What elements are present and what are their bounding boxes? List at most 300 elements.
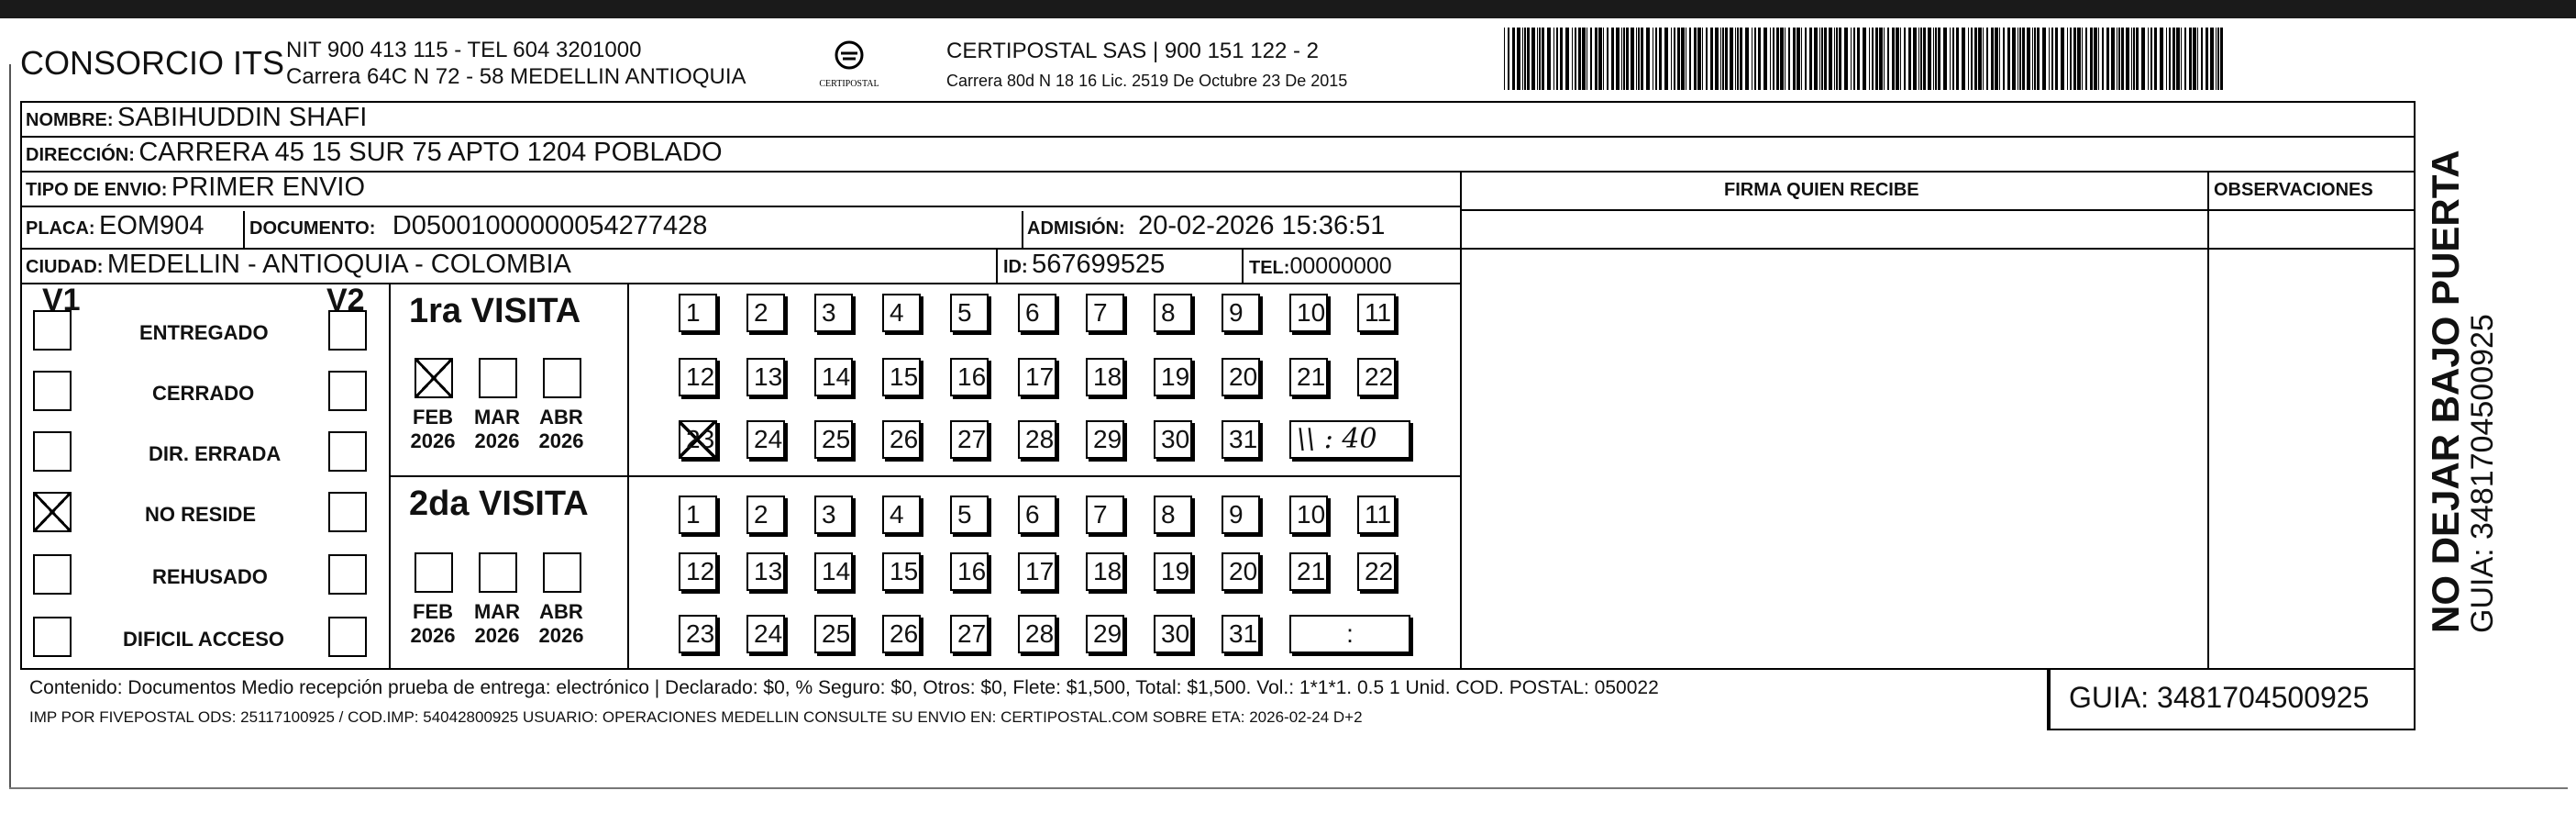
barcode-bar <box>1821 28 1823 90</box>
barcode-bar <box>2189 28 2192 90</box>
barcode-bar <box>1572 28 1573 90</box>
second-visit-day-box[interactable]: 19 <box>1154 552 1192 591</box>
first-visit-day-box[interactable]: 16 <box>950 358 989 396</box>
company-name: CONSORCIO ITS <box>20 44 285 82</box>
certipostal-line-1: CERTIPOSTAL SAS | 900 151 122 - 2 <box>946 39 1319 63</box>
barcode-bar <box>1578 28 1581 90</box>
barcode-bar <box>1788 28 1790 90</box>
ciudad-label: CIUDAD: <box>26 257 104 277</box>
barcode-bar <box>2077 28 2081 90</box>
barcode-bar <box>1793 28 1796 90</box>
tipo-envio-row <box>26 173 365 203</box>
certipostal-line-2: Carrera 80d N 18 16 Lic. 2519 De Octubre 23 De 2015 <box>946 72 1348 90</box>
status-label: REHUSADO <box>152 565 268 588</box>
first-visit-day-box[interactable]: 10 <box>1289 294 1328 332</box>
bottom-edge-line <box>9 787 2568 789</box>
documento-cell <box>249 211 707 241</box>
first-visit-day-box[interactable]: 17 <box>1018 358 1056 396</box>
first-visit-day-box[interactable]: 9 <box>1222 294 1260 332</box>
tel-cell <box>1249 253 1392 280</box>
first-visit-day-box[interactable]: 7 <box>1086 294 1124 332</box>
barcode-bar <box>1715 28 1719 90</box>
barcode-bar <box>1836 28 1838 90</box>
first-visit-day-box[interactable]: 8 <box>1154 294 1192 332</box>
v2-label: V2 <box>326 283 365 317</box>
first-visit-day-box[interactable]: 5 <box>950 294 989 332</box>
barcode-bar <box>2067 28 2068 90</box>
barcode-bar <box>1974 28 1977 90</box>
barcode-bar <box>1943 28 1947 90</box>
barcode-bar <box>2131 28 2132 90</box>
second-visit-day-box[interactable]: 27 <box>950 615 989 653</box>
barcode-bar <box>1995 28 1998 90</box>
barcode-bar <box>2160 28 2163 90</box>
barcode-bar <box>2102 28 2104 90</box>
second-visit-day-box[interactable]: 24 <box>746 615 785 653</box>
left-edge-line <box>9 64 11 789</box>
barcode-bar <box>1575 28 1576 90</box>
barcode-bar <box>1598 28 1602 90</box>
barcode-bar <box>1517 28 1520 90</box>
first-visit-day-box[interactable]: 1 <box>679 294 717 332</box>
barcode-bar <box>1797 28 1800 90</box>
first-visit-day-box[interactable]: 30 <box>1154 420 1192 459</box>
v2-checkbox[interactable] <box>328 554 367 595</box>
barcode-bar <box>1607 28 1609 90</box>
first-visit-day-box[interactable]: 19 <box>1154 358 1192 396</box>
barcode-bar <box>1737 28 1739 90</box>
v2-checkbox[interactable] <box>328 617 367 657</box>
second-visit-time-box[interactable]: : <box>1289 615 1410 653</box>
barcode-bar <box>1725 28 1728 90</box>
barcode-bar <box>2193 28 2196 90</box>
barcode-bar <box>2133 28 2135 90</box>
first-visit-day-box[interactable]: 27 <box>950 420 989 459</box>
month-checkbox-mar[interactable] <box>479 358 517 398</box>
documento-value: D05001000000054277428 <box>392 211 708 240</box>
barcode-bar <box>2148 28 2149 90</box>
second-visit-day-box[interactable]: 5 <box>950 496 989 534</box>
barcode-bar <box>2217 28 2219 90</box>
footer-contenido: Contenido: Documentos Medio recepción prueba de entrega: electrónico | Declarado: $0, % Seguro: $0, Otros: $0, Flete: $1,500, Total: $1,500. Vol.: 1*1*1. 0.5 1 Unid. COD. POSTAL: 050022 <box>29 677 1659 698</box>
barcode-bar <box>1702 28 1703 90</box>
month-checkbox-feb[interactable] <box>415 552 453 593</box>
barcode-bar <box>1556 28 1558 90</box>
barcode-bar <box>1863 28 1866 90</box>
status-label: ENTREGADO <box>139 321 269 344</box>
barcode-bar <box>1623 28 1625 90</box>
month-checkbox-abr[interactable] <box>543 358 581 398</box>
ciudad-cell <box>26 250 571 280</box>
barcode-bar <box>1681 28 1685 90</box>
barcode-bar <box>1824 28 1827 90</box>
barcode-bar <box>2150 28 2152 90</box>
barcode-bar <box>1638 28 1640 90</box>
barcode-bar <box>1834 28 1835 90</box>
second-visit-day-box[interactable]: 26 <box>882 615 921 653</box>
barcode-bar <box>2085 28 2087 90</box>
barcode-bar <box>1646 28 1650 90</box>
first-visit-day-box[interactable]: 6 <box>1018 294 1056 332</box>
barcode-bar <box>2094 28 2097 90</box>
barcode-bar <box>1565 28 1569 90</box>
barcode-bar <box>1950 28 1951 90</box>
guia-box <box>2047 668 2416 730</box>
barcode-bar <box>1923 28 1926 90</box>
first-visit-day-box[interactable]: 26 <box>882 420 921 459</box>
barcode-bar <box>1986 28 1988 90</box>
barcode-bar <box>1785 28 1786 90</box>
barcode-bar <box>2206 28 2208 90</box>
barcode-bar <box>1814 28 1818 90</box>
barcode-bar <box>1938 28 1940 90</box>
second-visit-day-box[interactable]: 12 <box>679 552 717 591</box>
barcode-bar <box>1839 28 1841 90</box>
barcode-bar <box>1892 28 1895 90</box>
barcode-bar <box>2090 28 2093 90</box>
barcode-bar <box>1809 28 1812 90</box>
barcode-bar <box>1952 28 1954 90</box>
barcode-bar <box>2176 28 2180 90</box>
barcode <box>1504 28 2228 90</box>
nombre-label: NOMBRE: <box>26 110 114 130</box>
barcode-bar <box>1582 28 1586 90</box>
barcode-bar <box>2197 28 2198 90</box>
tel-label: TEL: <box>1249 258 1290 278</box>
first-visit-day-box[interactable]: 15 <box>882 358 921 396</box>
company-nit: NIT 900 413 115 - TEL 604 3201000 <box>286 38 642 62</box>
top-edge-bar <box>0 0 2576 18</box>
v1-checkbox[interactable] <box>33 492 72 532</box>
barcode-bar <box>1706 28 1708 90</box>
barcode-bar <box>2012 28 2016 90</box>
barcode-bar <box>2184 28 2186 90</box>
barcode-bar <box>1636 28 1637 90</box>
second-visit-day-box[interactable]: 6 <box>1018 496 1056 534</box>
month-name: FEB <box>413 600 453 623</box>
direccion-label: DIRECCIÓN: <box>26 145 135 165</box>
first-visit-time-box[interactable]: \\ : 40 <box>1289 420 1410 459</box>
barcode-bar <box>1512 28 1515 90</box>
barcode-bar <box>2049 28 2050 90</box>
status-label: DIR. ERRADA <box>149 442 282 465</box>
barcode-bar <box>1740 28 1742 90</box>
direccion-row <box>26 138 723 168</box>
barcode-bar <box>1920 28 1922 90</box>
v2-checkbox[interactable] <box>328 492 367 532</box>
barcode-bar <box>2082 28 2083 90</box>
nombre-value: SABIHUDDIN SHAFI <box>117 103 368 132</box>
barcode-bar <box>2032 28 2033 90</box>
barcode-bar <box>1928 28 1931 90</box>
firma-label: FIRMA QUIEN RECIBE <box>1724 180 1919 200</box>
barcode-bar <box>1780 28 1784 90</box>
first-visit-day-box[interactable]: 22 <box>1357 358 1396 396</box>
barcode-bar <box>2141 28 2145 90</box>
barcode-bar <box>1844 28 1848 90</box>
barcode-bar <box>1674 28 1675 90</box>
first-visit-day-box[interactable]: 25 <box>814 420 853 459</box>
month-year: 2026 <box>538 429 584 452</box>
barcode-bar <box>1875 28 1878 90</box>
barcode-bar <box>2121 28 2124 90</box>
tipo-envio-label: TIPO DE ENVIO: <box>26 180 168 200</box>
barcode-bar <box>1677 28 1680 90</box>
v1-checkbox[interactable] <box>33 554 72 595</box>
barcode-bar <box>2055 28 2058 90</box>
month-name: ABR <box>539 600 583 623</box>
barcode-bar <box>2098 28 2099 90</box>
barcode-bar <box>1884 28 1885 90</box>
barcode-bar <box>2007 28 2010 90</box>
barcode-bar <box>1524 28 1526 90</box>
barcode-bar <box>1527 28 1530 90</box>
second-visit-day-box[interactable]: 30 <box>1154 615 1192 653</box>
admision-cell <box>1027 211 1385 241</box>
company-address: Carrera 64C N 72 - 58 MEDELLIN ANTIOQUIA <box>286 64 746 89</box>
barcode-bar <box>2106 28 2109 90</box>
second-visit-day-box[interactable]: 2 <box>746 496 785 534</box>
barcode-bar <box>2172 28 2175 90</box>
id-cell <box>1003 250 1165 280</box>
certipostal-logo <box>816 31 882 97</box>
barcode-bar <box>1730 28 1733 90</box>
barcode-bar <box>1722 28 1724 90</box>
barcode-bar <box>1983 28 1984 90</box>
barcode-bar <box>1735 28 1736 90</box>
second-visit-day-box[interactable]: 25 <box>814 615 853 653</box>
first-visit-day-box[interactable]: 11 <box>1357 294 1396 332</box>
barcode-bar <box>2154 28 2157 90</box>
barcode-bar <box>1560 28 1563 90</box>
barcode-bar <box>2027 28 2030 90</box>
barcode-bar <box>2181 28 2182 90</box>
barcode-bar <box>2136 28 2139 90</box>
barcode-bar <box>1745 28 1749 90</box>
v2-checkbox[interactable] <box>328 431 367 472</box>
barcode-bar <box>1542 28 1544 90</box>
second-visit-day-box[interactable]: 4 <box>882 496 921 534</box>
barcode-bar <box>1697 28 1701 90</box>
first-visit-day-box[interactable]: 31 <box>1222 420 1260 459</box>
barcode-bar <box>1553 28 1554 90</box>
barcode-bar <box>1896 28 1899 90</box>
barcode-bar <box>1710 28 1713 90</box>
barcode-bar <box>1611 28 1614 90</box>
barcode-bar <box>1537 28 1538 90</box>
barcode-bar <box>2073 28 2076 90</box>
barcode-bar <box>1547 28 1551 90</box>
barcode-bar <box>2126 28 2129 90</box>
status-label: CERRADO <box>152 382 255 405</box>
v1-checkbox[interactable] <box>33 431 72 472</box>
barcode-bar <box>1720 28 1721 90</box>
placa-label: PLACA: <box>26 218 95 239</box>
v1-checkbox[interactable] <box>33 617 72 657</box>
first-visit-day-box[interactable]: 28 <box>1018 420 1056 459</box>
id-label: ID: <box>1003 257 1028 277</box>
second-visit-day-box[interactable]: 15 <box>882 552 921 591</box>
barcode-bar <box>1829 28 1832 90</box>
ciudad-value: MEDELLIN - ANTIOQUIA - COLOMBIA <box>106 250 571 279</box>
month-year: 2026 <box>538 624 584 647</box>
second-visit-title: 2da VISITA <box>409 484 589 523</box>
observaciones-label: OBSERVACIONES <box>2214 180 2373 200</box>
barcode-bar <box>1872 28 1874 90</box>
second-visit-day-box[interactable]: 17 <box>1018 552 1056 591</box>
barcode-bar <box>1904 28 1906 90</box>
first-visit-day-box[interactable]: 29 <box>1086 420 1124 459</box>
barcode-bar <box>1869 28 1870 90</box>
v1-checkbox[interactable] <box>33 310 72 351</box>
company-info <box>286 37 746 90</box>
month-year: 2026 <box>410 429 456 452</box>
barcode-bar <box>1763 28 1767 90</box>
barcode-bar <box>2169 28 2171 90</box>
barcode-bar <box>1694 28 1697 90</box>
month-name: MAR <box>473 600 521 623</box>
second-visit-day-box[interactable]: 20 <box>1222 552 1260 591</box>
second-visit-day-box[interactable]: 3 <box>814 496 853 534</box>
barcode-bar <box>2216 28 2217 90</box>
second-visit-day-box[interactable]: 10 <box>1289 496 1328 534</box>
barcode-bar <box>1918 28 1919 90</box>
second-visit-day-box[interactable]: 13 <box>746 552 785 591</box>
direccion-value: CARRERA 45 15 SUR 75 APTO 1204 POBLADO <box>138 138 723 167</box>
second-visit-day-box[interactable]: 22 <box>1357 552 1396 591</box>
barcode-bar <box>2003 28 2005 90</box>
barcode-bar <box>1641 28 1643 90</box>
barcode-bar <box>1689 28 1691 90</box>
tipo-envio-value: PRIMER ENVIO <box>171 173 366 202</box>
barcode-bar <box>1978 28 1982 90</box>
first-visit-day-box[interactable]: 14 <box>814 358 853 396</box>
barcode-bar <box>2019 28 2021 90</box>
barcode-bar <box>1659 28 1662 90</box>
barcode-bar <box>1776 28 1779 90</box>
second-visit-day-box[interactable]: 8 <box>1154 496 1192 534</box>
second-visit-day-box[interactable]: 7 <box>1086 496 1124 534</box>
month-checkbox-mar[interactable] <box>479 552 517 593</box>
month-label <box>405 406 460 453</box>
second-visit-day-box[interactable]: 11 <box>1357 496 1396 534</box>
barcode-bar <box>1908 28 1911 90</box>
barcode-bar <box>1522 28 1523 90</box>
first-visit-day-box[interactable]: 13 <box>746 358 785 396</box>
barcode-bar <box>1754 28 1756 90</box>
barcode-bar <box>1968 28 1969 90</box>
barcode-bar <box>2037 28 2040 90</box>
barcode-bar <box>1655 28 1657 90</box>
barcode-bar <box>1626 28 1629 90</box>
guia-box-text: GUIA: 3481704500925 <box>2069 681 2370 714</box>
first-visit-day-box[interactable]: 12 <box>679 358 717 396</box>
status-label: DIFICIL ACCESO <box>123 628 285 651</box>
v1-checkbox[interactable] <box>33 371 72 411</box>
second-visit-day-box[interactable]: 1 <box>679 496 717 534</box>
barcode-bar <box>1508 28 1509 90</box>
v2-checkbox[interactable] <box>328 310 367 351</box>
month-label <box>405 600 460 648</box>
second-visit-day-box[interactable]: 31 <box>1222 615 1260 653</box>
barcode-bar <box>1913 28 1917 90</box>
barcode-bar <box>1758 28 1761 90</box>
id-value: 567699525 <box>1032 250 1166 279</box>
month-name: MAR <box>473 406 521 429</box>
barcode-bar <box>2201 28 2203 90</box>
barcode-bar <box>2220 28 2223 90</box>
nombre-row <box>26 103 367 133</box>
barcode-bar <box>1887 28 1889 90</box>
first-visit-day-box[interactable]: 24 <box>746 420 785 459</box>
barcode-bar <box>2051 28 2053 90</box>
barcode-bar <box>1531 28 1535 90</box>
barcode-bar <box>1590 28 1592 90</box>
second-visit-day-box[interactable]: 9 <box>1222 496 1260 534</box>
barcode-bar <box>1616 28 1620 90</box>
barcode-bar <box>1671 28 1672 90</box>
month-name: FEB <box>413 406 453 429</box>
barcode-bar <box>1933 28 1934 90</box>
barcode-bar <box>1801 28 1802 90</box>
placa-value: EOM904 <box>99 211 205 240</box>
barcode-bar <box>1539 28 1541 90</box>
first-visit-day-box[interactable]: 3 <box>814 294 853 332</box>
documento-label: DOCUMENTO: <box>249 218 376 239</box>
placa-cell <box>26 211 204 241</box>
barcode-bar <box>2118 28 2120 90</box>
first-visit-day-box[interactable]: 20 <box>1222 358 1260 396</box>
barcode-bar <box>1805 28 1807 90</box>
v2-checkbox[interactable] <box>328 371 367 411</box>
barcode-bar <box>1971 28 1973 90</box>
second-visit-day-box[interactable]: 28 <box>1018 615 1056 653</box>
month-label <box>470 600 525 648</box>
first-visit-day-box[interactable]: 2 <box>746 294 785 332</box>
month-label <box>534 406 589 453</box>
barcode-bar <box>2034 28 2036 90</box>
month-checkbox-feb[interactable] <box>415 358 453 398</box>
barcode-bar <box>1631 28 1634 90</box>
first-visit-day-box[interactable]: 4 <box>882 294 921 332</box>
barcode-bar <box>2061 28 2064 90</box>
barcode-bar <box>1621 28 1622 90</box>
tel-value: 00000000 <box>1289 253 1392 279</box>
logo-text: CERTIPOSTAL <box>819 79 879 89</box>
second-visit-day-box[interactable]: 23 <box>679 615 717 653</box>
month-checkbox-abr[interactable] <box>543 552 581 593</box>
barcode-bar <box>1935 28 1937 90</box>
first-visit-day-box[interactable]: 21 <box>1289 358 1328 396</box>
barcode-bar <box>2070 28 2072 90</box>
barcode-bar <box>2166 28 2167 90</box>
second-visit-day-box[interactable]: 21 <box>1289 552 1328 591</box>
barcode-bar <box>2210 28 2214 90</box>
barcode-bar <box>2042 28 2046 90</box>
first-visit-day-box[interactable]: 23 <box>679 420 717 459</box>
barcode-bar <box>1851 28 1852 90</box>
barcode-bar <box>1956 28 1959 90</box>
second-visit-day-box[interactable]: 29 <box>1086 615 1124 653</box>
barcode-bar <box>2111 28 2115 90</box>
second-visit-day-box[interactable]: 14 <box>814 552 853 591</box>
barcode-bar <box>1504 28 1505 90</box>
second-visit-day-box[interactable]: 16 <box>950 552 989 591</box>
first-visit-title: 1ra VISITA <box>409 292 581 330</box>
second-visit-day-box[interactable]: 18 <box>1086 552 1124 591</box>
status-label: NO RESIDE <box>145 503 257 526</box>
first-visit-day-box[interactable]: 18 <box>1086 358 1124 396</box>
